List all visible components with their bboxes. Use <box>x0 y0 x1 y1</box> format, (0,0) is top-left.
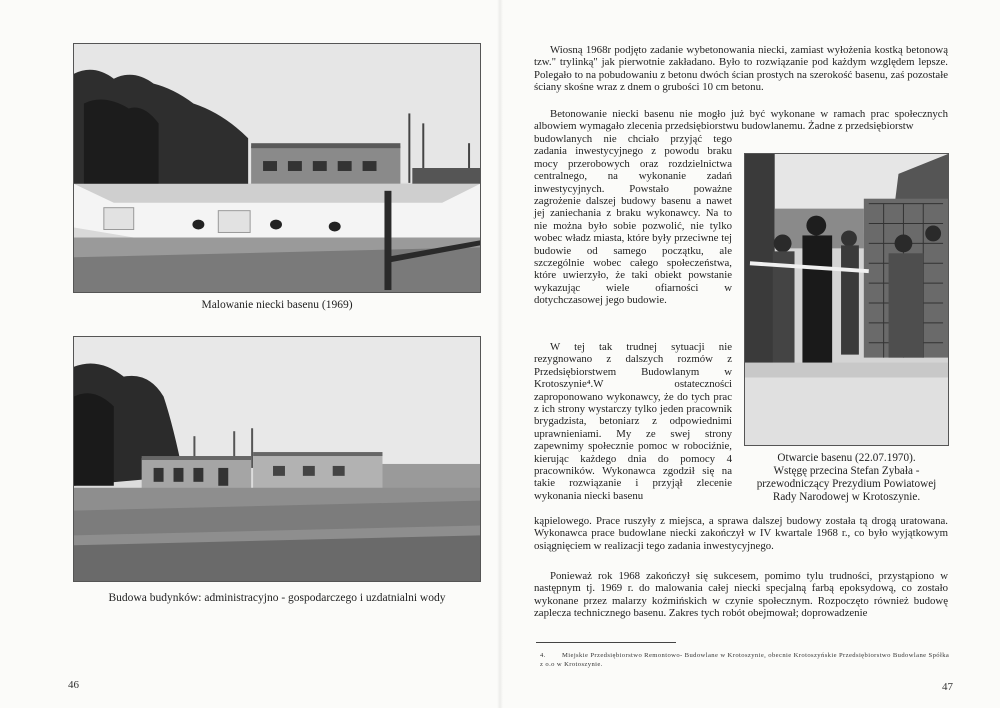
paragraph-3-bottom <box>534 515 948 556</box>
footnote-rule <box>536 642 676 643</box>
right-page <box>500 0 1000 708</box>
paragraph-1 <box>534 44 948 98</box>
footnote-text: Miejskie Przedsiębiorstwo Remontowo- Budowlane w Krotoszynie, obecnie Krotoszyńskie Przedsiębiorstwo Budowlane Spółka z o.o w Krotoszynie. <box>540 652 950 668</box>
photo-caption-bottom: Budowa budynków: administracyjno - gospodarczego i uzdatnialni wody <box>108 592 446 604</box>
paragraph-2-top-text: Betonowanie niecki basenu nie mogło już być wykonane w ramach prac społecznych albowiem wymagało zlecenia przedsiębiorstwu budowlanemu. Żadne z przedsiębiorstw <box>534 108 948 133</box>
photo-caption-top: Malowanie niecki basenu (1969) <box>201 299 353 311</box>
photo-buildings-construction <box>73 336 481 582</box>
paragraph-4-text: Ponieważ rok 1968 zakończył się sukcesem, pomimo tylu trudności, przystąpiono w następnym tj. 1969 r. do malowania całej niecki specjalną farbą epoksydową, co zostało wykonane przez malarzy koźmińskich w czynie społecznym. Rozpoczęto również budowę zaplecza technicznego basenu. Zakres tych robót obejmował; doprowadzenie <box>534 570 948 620</box>
paragraph-2-column <box>534 133 732 311</box>
page-number-left: 46 <box>68 679 79 691</box>
paragraph-4 <box>534 570 948 624</box>
photo-pool-opening <box>744 153 949 446</box>
paragraph-2-column-text: budowlanych nie chciało przyjąć tego zadania inwestycyjnego z powodu braku mocy przerobowych oraz rozdzielnictwa centralnego, na wykonanie zadań inwestycyjnych. Powstało poważne zagrożenie dalszej budowy basenu a nawet jej zaniechania z braku wykonawcy. Na to nie można było sobie pozwolić, nie tylko wobec władz miasta, które były przeciwne tej budowie od samego początku, ale szczególnie wobec całego społeczeństwa, które uwierzyło, że taki obiekt powstanie wykazując wiele ofiarności w dotychczasowej jego budowie. <box>534 133 732 307</box>
paragraph-1-text: Wiosną 1968r podjęto zadanie wybetonowania niecki, zamiast wyłożenia kostką betonową tzw." trylinką" jak pierwotnie zakładano. Było to rozwiązanie pod każdym względem lepsze. Polegało to na pobudowaniu z betonu dwóch ścian prostych na szerokość basenu, zaś pozostałe ściany skośne wraz z dnem o grubości 10 cm betonu. <box>534 44 948 94</box>
photo-opening-caption-line-3: przewodniczący Prezydium Powiatowej <box>756 478 937 490</box>
photo-opening-caption <box>744 452 949 504</box>
footnote-number: 4. <box>540 652 546 659</box>
page-number-right: 47 <box>942 681 953 693</box>
photo-opening-caption-line-2: Wstęgę przecina Stefan Zybała - <box>773 465 920 477</box>
paragraph-3-bottom-text: kąpielowego. Prace ruszyły z miejsca, a sprawa dalszej budowy została tą drogą uratowana. Wykonawca prace budowlane niecki zakończył w IV kwartale 1968 r., co było wyjątkowym osiągnięciem w realizacji tego zadania inwestycyjnego. <box>534 515 948 552</box>
photo-pool-painting <box>73 43 481 293</box>
paragraph-3-column-text: W tej tak trudnej sytuacji nie rezygnowano z dalszych rozmów z Przedsiębiorstwem Budowlanym w Krotoszynie⁴.W ostateczności zaproponowano wykonawcy, że do tych prac z ich strony wystarczy tylko jeden pracownik brygadzista, betoniarz z odpowiednimi uprawnieniami. My ze swej strony zapewnimy społecznie pomoc w robociźnie, kierując każdego dnia do pomocy 4 pracowników. Wykonawca zgodził się na takie rozwiązanie i przyjął zlecenie wykonania niecki basenu <box>534 341 732 502</box>
photo-opening-caption-line-4: Rady Narodowej w Krotoszynie. <box>772 491 921 503</box>
footnote <box>540 651 950 669</box>
paragraph-3-column <box>534 341 732 506</box>
photo-opening-caption-line-1: Otwarcie basenu (22.07.1970). <box>777 452 916 464</box>
